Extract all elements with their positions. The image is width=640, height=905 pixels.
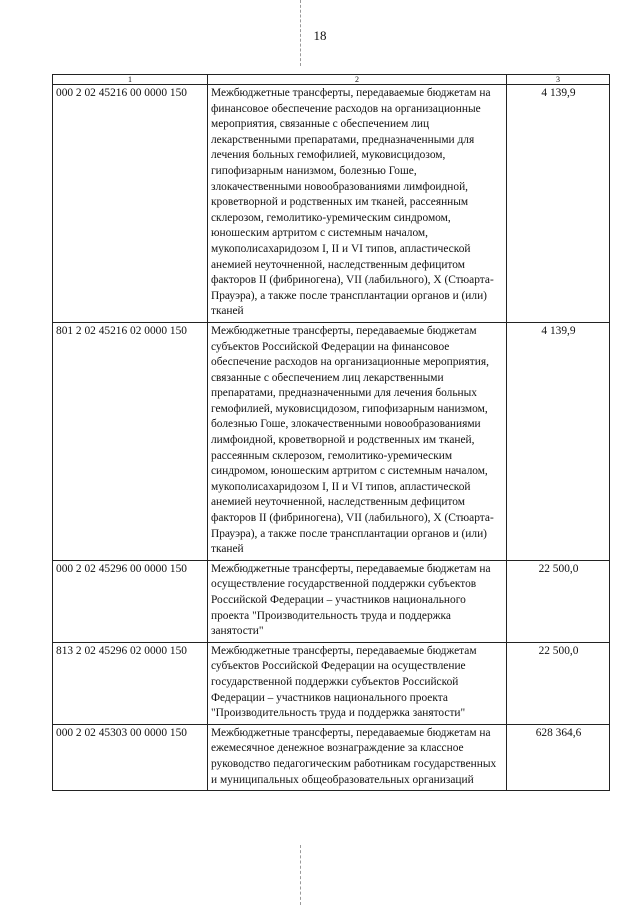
row-description: Межбюджетные трансферты, передаваемые бюджетам субъектов Российской Федерации на осуществление государственной поддержки субъектов Российской Федерации – участников национального проекта "Производительность труда и поддержка занятости": [208, 642, 507, 724]
row-description: Межбюджетные трансферты, передаваемые бюджетам субъектов Российской Федерации на финансовое обеспечение расходов на организационные мероприятия, связанные с обеспечением лиц лекарственными препаратами, предназначенными для лечения больных гемофилией, муковисцидозом, гипофизарным нанизмом, болезнью Гоше, злокачественными новообразованиями лимфоидной, кроветворной и родственных им тканей, рассеянным склерозом, гемолитико-уремическим синдромом, юношеским артритом с системным началом, мукополисахаридозом I, II и VI типов, апластической анемией неуточненной, наследственным дефицитом факторов II (фибриногена), VII (лабильного), X (Стюарта-Прауэра), а также после трансплантации органов и (или) тканей: [208, 322, 507, 560]
table-row: [53, 724, 610, 790]
budget-code: 801 2 02 45216 02 0000 150: [53, 322, 208, 560]
table-row: [53, 322, 610, 560]
row-description: Межбюджетные трансферты, передаваемые бюджетам на осуществление государственной поддержки субъектов Российской Федерации – участников национального проекта "Производительность труда и поддержка занятости": [208, 560, 507, 642]
column-header-2: 2: [208, 75, 507, 85]
budget-code: 000 2 02 45303 00 0000 150: [53, 724, 208, 790]
row-amount: 22 500,0: [507, 560, 610, 642]
budget-code: 000 2 02 45216 00 0000 150: [53, 85, 208, 323]
page-number: 18: [313, 28, 327, 43]
table-header-row: [53, 75, 610, 85]
row-description: Межбюджетные трансферты, передаваемые бюджетам на ежемесячное денежное вознаграждение за классное руководство педагогическим работникам государственных и муниципальных общеобразовательных организаций: [208, 724, 507, 790]
column-header-3: 3: [507, 75, 610, 85]
row-amount: 4 139,9: [507, 322, 610, 560]
budget-code: 813 2 02 45296 02 0000 150: [53, 642, 208, 724]
budget-code: 000 2 02 45296 00 0000 150: [53, 560, 208, 642]
row-amount: 22 500,0: [507, 642, 610, 724]
table-row: [53, 560, 610, 642]
row-description: Межбюджетные трансферты, передаваемые бюджетам на финансовое обеспечение расходов на организационные мероприятия, связанные с обеспечением лиц лекарственными препаратами, предназначенными для лечения больных гемофилией, муковисцидозом, гипофизарным нанизмом, болезнью Гоше, злокачественными новообразованиями лимфоидной, кроветворной и родственных им тканей, рассеянным склерозом, гемолитико-уремическим синдромом, юношеским артритом с системным началом, мукополисахаридозом I, II и VI типов, апластической анемией неуточненной, наследственным дефицитом факторов II (фибриногена), VII (лабильного), X (Стюарта-Прауэра), а также после трансплантации органов и (или) тканей: [208, 85, 507, 323]
row-amount: 628 364,6: [507, 724, 610, 790]
row-amount: 4 139,9: [507, 85, 610, 323]
fold-mark-bottom: [300, 845, 302, 905]
column-header-1: 1: [53, 75, 208, 85]
table-row: [53, 642, 610, 724]
table-row: [53, 85, 610, 323]
budget-table: [52, 74, 610, 791]
